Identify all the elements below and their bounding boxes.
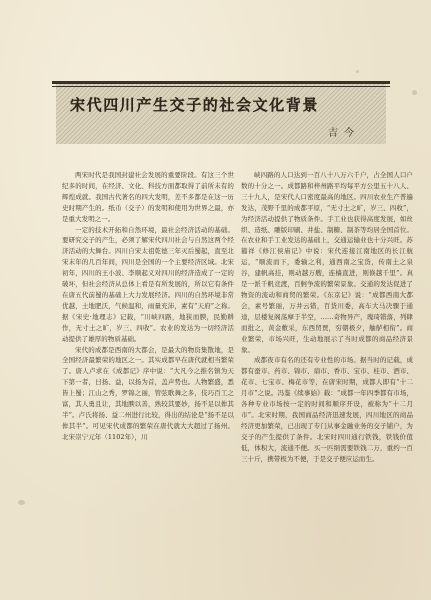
paragraph: 宋代的成都是西南的大都会，是最大的物资集散地，是全国经济最繁荣的地区之一。其实成都早在唐代就相当繁荣了。唐人卢求在《成都记》序中说：“大凡今之推名镇为天下第一者，曰扬、益，以扬为首，盖声势也。人物繁盛，悉皆上蜀；江山之秀，罗锦之丽，管弦歌舞之多，伎巧百工之富，其人勇且让，其地腴以善，熟较其要妙，扬不足以侔其半”。卢氏将扬、益二州进行比较，得出的结论是“扬不足以侔其半”。可见宋代成都的繁荣在唐代就大大超过了扬州。北宋崇宁元年（1102年），川 <box>62 345 234 441</box>
paragraph: 峡四路的人口达到一百八十八万六千户，占全国人口户数的十分之一。成都路和梓州路平均每平方公里五十八人、三十九人，是宋代人口密度最高的地区。四川农业生产普遍发达，茂野千里的成都平原，“无寸土之旷，岁三、四收”，为经济活动提供了物质条件。手工业也获得高度发展，如丝织、造纸、雕版印刷、井盐、制糖、制茶等均居全国首位。在农业和手工业发达的基础上，交通运输业也十分兴旺。苏籀祥《修江侯庙记》中说：宋代连接江南地区的长江航运，“顺流而下，委输之利，通西南之宝货，传南土之泉谷，建帆高挂，则动越万艘，连樯直进，则倏越千里”。真是一派千帆竞渡，百舸争流的繁荣景象。交通的发达促进了物资的流动和商贸的繁荣。《东京记》说：“成都西南大都会，素号繁丽，万井云错，百货川委，高车大马决骤于通逵，层楼复阁荡摩于半空，……奇物异产，瑰琦错落，列肆而批之，黄金敷采，东西贸贾，穷朝极夕，舳舻相衔”。商业繁荣，市场兴旺，生动地展示了当时成都的商品经济景象。 <box>241 171 413 354</box>
text-column-right <box>241 170 413 590</box>
title-top-rule <box>52 81 390 84</box>
title-top-rule-thin <box>52 86 390 87</box>
title-banner <box>56 84 386 144</box>
paper-stain <box>18 500 25 505</box>
article-title: 宋代四川产生交子的社会文化背景 <box>70 96 320 114</box>
paragraph: 成都夜市有名的还有专业性的市场。据当时的记载，成都有蚕市、药市、锦市、扇市、香市、宝市、桂市、酒市、花市、七宝市、梅花市等，在唐宋时期，成都人即有“十二月市”之说。冯鉴《续事始》载：“成都一年四季都有市场，各种专业市场按一定的时间和顺序开设，被称为“十二月市”。北宋时期，我国商品经济迅速发展，四川地区的商品经济更加繁荣，已出现了专门从事金融业务的交子铺户，为交子的产生提供了条件。北宋时四川通行铁钱，铁钱价值低，体积大，流通不便。买一匹绢需要铁钱二万，重约一百三十斤，携带极为不便，于是交子便应运而生。 <box>241 356 413 463</box>
article-author: 吉今 <box>328 128 360 139</box>
paper-stain <box>412 90 417 95</box>
text-column-left <box>62 170 234 590</box>
paper-stain <box>356 70 359 73</box>
paragraph: 一定的技术开拓和自然环境，最社会经济活动的基础。要研究交子的产生，必须了解宋代四川社会与自然这两个经济活动的大舞台。四川自宋太祖乾德三年灭后蜀起，直至北宋末年的几百年间，四川是全国的一个主要经济区域。北宋初年，四川的王小波、李顺起义对四川的经济造成了一定的破坏，但社会经济从总体上看是有所发展的，所以它有条件在唐五代前蜀的基础上大力发展经济。四川的自然环境非常优越，土地肥沃，气候温和，雨量充沛，素有“天府”之称。据《宋史·地理志》记载，“川峡四路，地狭而腴，民勤耕作，无寸土之旷，岁三、四收”。农业的发达为一切经济活动提供了雄厚的物质基础。 <box>62 225 234 343</box>
paragraph: 两宋时代是我国封建社会发展的重要阶段。有这三个世纪多的时间，在经济、文化、科技方面都取得了前所未有的辉煌成就。我国古代著名的四大发明，差不多都是在这一历史时期产生的。纸币（交子）的发明和使用为世界之最，亦是重大发明之一。 <box>62 171 234 223</box>
